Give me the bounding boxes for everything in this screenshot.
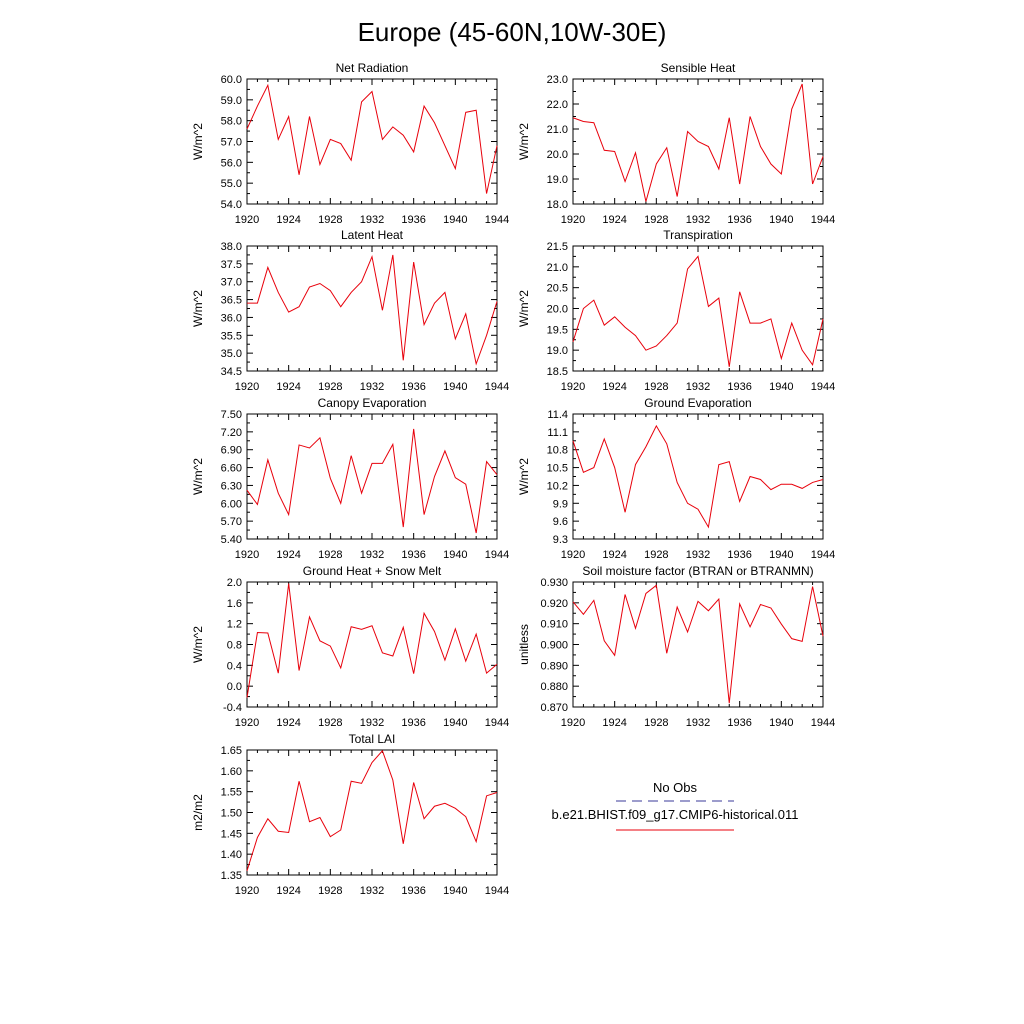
panel-title: Soil moisture factor (BTRAN or BTRANMN) xyxy=(582,564,814,578)
plot-frame xyxy=(573,246,823,371)
y-tick-label: 5.70 xyxy=(220,516,242,529)
y-tick-label: 1.35 xyxy=(220,870,242,882)
x-tick-label: 1940 xyxy=(443,717,468,729)
x-tick-label: 1932 xyxy=(685,214,711,226)
panel-ground-heat-snow-melt xyxy=(191,564,509,729)
series-line xyxy=(247,751,497,871)
y-tick-label: 38.0 xyxy=(220,241,242,253)
y-tick-label: 9.9 xyxy=(552,498,568,511)
y-tick-label: 23.0 xyxy=(546,74,568,86)
y-tick-label: 59.0 xyxy=(220,94,242,107)
x-tick-label: 1944 xyxy=(810,214,836,226)
x-tick-label: 1936 xyxy=(401,549,426,561)
series-line xyxy=(247,85,497,193)
panel-total-lai xyxy=(191,732,509,897)
panel-sensible-heat xyxy=(517,61,835,226)
y-tick-label: 6.90 xyxy=(220,444,242,457)
y-tick-label: 0.880 xyxy=(540,681,568,694)
y-tick-label: 20.0 xyxy=(546,149,568,161)
x-tick-label: 1936 xyxy=(727,214,752,226)
x-tick-label: 1940 xyxy=(443,549,468,561)
y-tick-label: 7.50 xyxy=(220,409,242,421)
y-axis-label: W/m^2 xyxy=(517,458,531,495)
legend xyxy=(552,780,799,830)
y-axis-label: m2/m2 xyxy=(191,794,205,831)
x-tick-label: 1920 xyxy=(234,549,260,561)
panel-transpiration xyxy=(517,228,835,393)
x-tick-label: 1940 xyxy=(443,885,468,897)
x-tick-label: 1944 xyxy=(810,381,836,393)
x-tick-label: 1932 xyxy=(685,717,711,729)
y-tick-label: 1.65 xyxy=(220,745,242,757)
x-tick-label: 1944 xyxy=(484,885,510,897)
x-tick-label: 1924 xyxy=(602,214,627,226)
panel-title: Ground Heat + Snow Melt xyxy=(302,564,442,578)
y-tick-label: 11.1 xyxy=(547,426,568,439)
y-tick-label: 19.0 xyxy=(546,174,568,186)
plot-frame xyxy=(247,79,497,204)
y-tick-label: 20.0 xyxy=(546,303,568,316)
y-tick-label: 1.60 xyxy=(220,765,242,778)
y-tick-label: 36.5 xyxy=(220,294,242,307)
y-tick-label: 22.0 xyxy=(546,99,568,111)
x-tick-label: 1936 xyxy=(727,381,752,393)
y-tick-label: 5.40 xyxy=(220,534,242,546)
y-tick-label: 1.45 xyxy=(220,828,242,841)
x-tick-label: 1936 xyxy=(727,549,752,561)
main-title: Europe (45-60N,10W-30E) xyxy=(357,17,667,47)
y-tick-label: 0.900 xyxy=(540,639,568,652)
y-tick-label: 0.8 xyxy=(226,639,242,652)
y-tick-label: 0.870 xyxy=(540,702,568,714)
y-axis-label: unitless xyxy=(517,624,531,665)
x-tick-label: 1936 xyxy=(727,717,752,729)
panel-soil-moisture-factor-btran-or-btranmn xyxy=(517,564,835,729)
panels xyxy=(191,61,835,897)
y-tick-label: 37.0 xyxy=(220,276,242,289)
y-tick-label: 2.0 xyxy=(226,577,242,589)
x-tick-label: 1936 xyxy=(401,381,426,393)
legend-model-label: b.e21.BHIST.f09_g17.CMIP6-historical.011 xyxy=(551,807,799,822)
plot-frame xyxy=(247,582,497,707)
y-tick-label: 35.5 xyxy=(220,330,242,343)
panel-title: Canopy Evaporation xyxy=(317,396,427,410)
y-tick-label: 10.5 xyxy=(546,462,568,475)
x-tick-label: 1944 xyxy=(484,717,510,729)
x-tick-label: 1920 xyxy=(234,885,260,897)
y-tick-label: 10.8 xyxy=(546,444,568,457)
y-tick-label: 7.20 xyxy=(220,426,242,439)
x-tick-label: 1940 xyxy=(769,549,794,561)
panel-title: Ground Evaporation xyxy=(644,396,752,410)
x-tick-label: 1928 xyxy=(644,717,669,729)
x-tick-label: 1928 xyxy=(318,214,343,226)
panel-title: Transpiration xyxy=(663,228,733,242)
panel-title: Sensible Heat xyxy=(660,61,736,75)
y-tick-label: 21.5 xyxy=(546,241,568,253)
x-tick-label: 1932 xyxy=(685,549,711,561)
x-tick-label: 1936 xyxy=(401,214,426,226)
y-tick-label: 19.5 xyxy=(546,324,568,337)
x-tick-label: 1928 xyxy=(644,381,669,393)
y-tick-label: 0.920 xyxy=(540,597,568,610)
x-tick-label: 1928 xyxy=(318,717,343,729)
y-tick-label: 6.30 xyxy=(220,480,242,493)
y-axis-label: W/m^2 xyxy=(191,290,205,327)
series-line xyxy=(247,584,497,698)
y-tick-label: 0.930 xyxy=(540,577,568,589)
x-tick-label: 1920 xyxy=(234,717,260,729)
y-tick-label: 11.4 xyxy=(547,409,568,421)
y-tick-label: 1.6 xyxy=(226,597,242,610)
y-tick-label: 60.0 xyxy=(220,74,242,86)
x-tick-label: 1932 xyxy=(359,885,385,897)
y-tick-label: 9.3 xyxy=(552,534,568,546)
y-tick-label: 35.0 xyxy=(220,348,242,361)
y-axis-label: W/m^2 xyxy=(517,290,531,327)
series-line xyxy=(573,426,823,527)
y-tick-label: 0.0 xyxy=(226,681,242,694)
x-tick-label: 1932 xyxy=(359,717,385,729)
y-tick-label: 9.6 xyxy=(552,516,568,529)
x-tick-label: 1924 xyxy=(276,549,301,561)
x-tick-label: 1944 xyxy=(484,381,510,393)
y-tick-label: 1.2 xyxy=(226,618,242,631)
x-tick-label: 1928 xyxy=(318,885,343,897)
x-tick-label: 1920 xyxy=(560,381,586,393)
y-tick-label: 20.5 xyxy=(546,282,568,295)
series-line xyxy=(247,255,497,364)
x-tick-label: 1920 xyxy=(560,549,586,561)
x-tick-label: 1944 xyxy=(484,214,510,226)
y-tick-label: 55.0 xyxy=(220,178,242,191)
y-tick-label: 6.00 xyxy=(220,498,242,511)
y-axis-label: W/m^2 xyxy=(517,123,531,160)
x-tick-label: 1944 xyxy=(810,717,836,729)
panel-title: Latent Heat xyxy=(340,228,404,242)
x-tick-label: 1920 xyxy=(234,381,260,393)
x-tick-label: 1940 xyxy=(769,717,794,729)
y-tick-label: 0.910 xyxy=(540,618,568,631)
panel-net-radiation xyxy=(191,61,509,226)
y-tick-label: 19.0 xyxy=(546,345,568,358)
x-tick-label: 1924 xyxy=(276,214,301,226)
x-tick-label: 1932 xyxy=(359,549,385,561)
x-tick-label: 1924 xyxy=(602,381,627,393)
x-tick-label: 1928 xyxy=(644,549,669,561)
y-tick-label: 6.60 xyxy=(220,462,242,475)
y-tick-label: 1.55 xyxy=(220,786,242,799)
x-tick-label: 1932 xyxy=(685,381,711,393)
y-tick-label: 57.0 xyxy=(220,136,242,149)
panel-canopy-evaporation xyxy=(191,396,509,561)
series-line xyxy=(573,84,823,202)
x-tick-label: 1936 xyxy=(401,885,426,897)
y-tick-label: 18.5 xyxy=(546,366,568,378)
y-axis-label: W/m^2 xyxy=(191,458,205,495)
y-tick-label: 37.5 xyxy=(220,258,242,271)
series-line xyxy=(573,256,823,366)
panel-latent-heat xyxy=(191,228,509,393)
y-tick-label: 56.0 xyxy=(220,157,242,170)
plot-frame xyxy=(247,414,497,539)
y-tick-label: 58.0 xyxy=(220,115,242,128)
panel-title: Total LAI xyxy=(348,732,396,746)
y-axis-label: W/m^2 xyxy=(191,626,205,663)
y-tick-label: 36.0 xyxy=(220,312,242,325)
x-tick-label: 1940 xyxy=(443,381,468,393)
legend-obs-label: No Obs xyxy=(652,780,698,795)
y-axis-label: W/m^2 xyxy=(191,123,205,160)
series-line xyxy=(573,585,823,703)
plot-frame xyxy=(573,414,823,539)
x-tick-label: 1928 xyxy=(318,381,343,393)
panel-title: Net Radiation xyxy=(335,61,409,75)
y-tick-label: 1.50 xyxy=(220,807,242,820)
x-tick-label: 1924 xyxy=(602,717,627,729)
y-tick-label: 21.0 xyxy=(546,124,568,136)
x-tick-label: 1940 xyxy=(769,381,794,393)
x-tick-label: 1924 xyxy=(276,381,301,393)
x-tick-label: 1924 xyxy=(276,717,301,729)
x-tick-label: 1920 xyxy=(560,214,586,226)
x-tick-label: 1928 xyxy=(644,214,669,226)
x-tick-label: 1932 xyxy=(359,381,385,393)
x-tick-label: 1936 xyxy=(401,717,426,729)
y-tick-label: 34.5 xyxy=(220,366,242,378)
x-tick-label: 1932 xyxy=(359,214,385,226)
plot-frame xyxy=(247,750,497,875)
y-tick-label: 1.40 xyxy=(220,849,242,862)
x-tick-label: 1924 xyxy=(602,549,627,561)
x-tick-label: 1940 xyxy=(769,214,794,226)
y-tick-label: 21.0 xyxy=(546,261,568,274)
y-tick-label: 0.4 xyxy=(226,660,242,673)
x-tick-label: 1940 xyxy=(443,214,468,226)
series-line xyxy=(247,429,497,533)
x-tick-label: 1944 xyxy=(810,549,836,561)
y-tick-label: -0.4 xyxy=(223,702,242,714)
x-tick-label: 1928 xyxy=(318,549,343,561)
plot-frame xyxy=(247,246,497,371)
x-tick-label: 1920 xyxy=(560,717,586,729)
panel-ground-evaporation xyxy=(517,396,835,561)
y-tick-label: 18.0 xyxy=(546,199,568,211)
y-tick-label: 54.0 xyxy=(220,199,242,211)
y-tick-label: 0.890 xyxy=(540,660,568,673)
x-tick-label: 1944 xyxy=(484,549,510,561)
x-tick-label: 1920 xyxy=(234,214,260,226)
y-tick-label: 10.2 xyxy=(546,480,568,493)
x-tick-label: 1924 xyxy=(276,885,301,897)
